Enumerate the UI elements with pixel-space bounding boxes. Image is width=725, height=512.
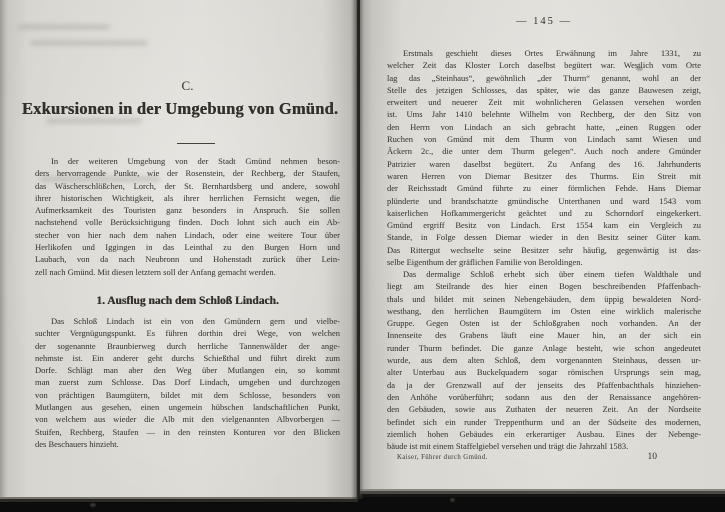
section-label: C.	[181, 78, 194, 93]
bleed-through	[30, 40, 148, 46]
right-page	[360, 0, 725, 489]
bleed-through	[18, 24, 110, 30]
footer-signature: Kaiser, Führer durch Gmünd.	[397, 454, 488, 461]
ink-speck	[450, 498, 455, 502]
left-page	[0, 0, 358, 497]
section-heading: 1. Ausflug nach dem Schloß Lindach.	[96, 295, 279, 307]
title-divider	[177, 143, 215, 144]
paragraph-history: Erstmals geschieht dieses Ortes Erwähnung im Jahre 1331, zu welcher Zeit das Kloster Lorch daselbst begütert war. Westlich vom Orte lag das „Steinhaus“, gewöhnlich „der Thurm“ genannt, wohl an der Stelle des jetzigen Schlosses, das später, wie das ganze Bauwesen zeigt, erweitert und neuerer Zeit mit wohnlicheren Gelassen versehen worden ist. Ums Jahr 1410 belehnte Wilhelm von Rechberg, der den Sitz von den Herrn von Lindach an sich gebracht hatte, „einen Ruggen oder Ruchen von Gmünd mit dem Thurm von Lindach samt Wiesen und Äckern 2c., die unter dem Thurm gelegen“. Auch noch andere Gmünder Patrizier waren daselbst begütert. Zu Anfang des 16. Jahrhunderts waren Herren von Diemar Besitzer des Thurms. Ein Streit mit der Reichsstadt Gmünd führte zu einer förmlichen Fehde. Hans Diemar plünderte und brandschatzte gmündische Unterthanen und ward 1543 vom kaiserlichen Hofkammergericht geächtet und zu Schorndorf eingekerkert. Gmünd ergriff Besitz von Lindach. Erst 1554 kam ein Vergleich zu Stande, in Folge dessen Diemar wieder in den Besitz seiner Güter kam. Das Rittergut wechselte seine Besitzer sehr häufig, gegenwärtig ist das- selbe Eigenthum der gräflichen Familie von Beroldingen.	[387, 48, 701, 268]
chapter-title: Exkursionen in der Umgebung von Gmünd.	[21, 99, 339, 118]
ink-speck	[90, 503, 96, 507]
running-head-page-number: — 145 —	[516, 16, 572, 27]
intro-paragraph: In der weiteren Umgebung von der Stadt Gmünd nehmen beson- ders hervorragende Punkte, wie der Rosenstein, der Rechberg, der Staufen, das Wäscherschlößchen, Lorch, der St. Bernhardsberg und andere, sowohl ihrer historischen Wichtigkeit, als ihrer herrlichen Fernsicht wegen, die Aufmerksamkeit des Touristen ganz besonders in Anspruch. Sie sollen nachstehend volle Berücksichtigung finden. Doch lohnt sich auch ein Ab- stecher von hier nach dem nahen Lindach, oder eine weitere Tour über Herlikofen und Iggingen in das Leinthal zu den Burgen Horn und Laubach, von da nach Neubronn und Hohenstadt zurück über Lein- zell nach Gmünd. Mit diesen letztern soll der Anfang gemacht werden.	[35, 156, 340, 277]
body-paragraph: Das Schloß Lindach ist ein von den Gmündern gern und vielbe- suchter Vergnügungspunkt. Es führen dorthin drei Wege, von welchen der sogenannte Braunbierweg durch herrliche Tannenwälder der ange- nehmste ist. Ein anderer geht durchs Schießthal und führt direkt zum Dorfe. Schlägt man aber den Weg über Mutlangen ein, so kommt man zuerst zum Schlosse. Das Dorf Lindach, umgeben und durchzogen von prächtigen Baumgütern, bildet mit dem Schlosse, besonders von Mutlangen aus gesehen, einen ungemein hübschen landschaftlichen Punkt, von welchem aus wieder die Alb mit den vielgenannten Albvorbergen — Stuifen, Rechberg, Staufen — in den reinsten Konturen vor den Blicken des Beschauers hinzieht.	[35, 316, 340, 449]
book-spine-shadow	[351, 0, 364, 499]
ink-speck	[636, 66, 643, 71]
page-footer	[387, 452, 701, 462]
paragraph-castle-description: Das dermalige Schloß erhebt sich über einem tiefen Waldthale und liegt am Steilrande des hier einen Bogen beschreibenden Pfaffenbach- thals und bildet mit seinen Nebengebäuden, dem üppig bewaldeten Nord- westhang, den herrlichen Baumgütern im Osten eine wirklich malerische Gruppe. Gegen Osten ist der Schloßgraben noch vorhanden. An der Innenseite des Grabens läuft eine Mauer hin, an der sich ein runder Thurm befindet. Die ganze Anlage besteht, wie schon angedeutet wurde, aus dem alten Schloß, dem vorgenannten Steinhaus, dessen ur- alter Unterbau aus Buckelquadern sogar römischen Ursprungs sein mag, da ja der Grenzwall auf der jenseits des Pfaffenbachthals hinziehen- den Anhöhe vorüberführt; sodann aus den der Renaissance angehören- den Gebäuden, sowie aus Zuthaten der neueren Zeit. An der Nordseite befindet sich ein runder Treppenthurm und an der Südseite des modernen, ziemlich hohen Gebäudes ein erkerartiger Ausbau. Eines der Nebenge- bäude ist mit einem Staffelgiebel versehen und trägt die Jahrzahl 1583.	[387, 269, 701, 452]
sheet-number: 10	[647, 452, 657, 462]
